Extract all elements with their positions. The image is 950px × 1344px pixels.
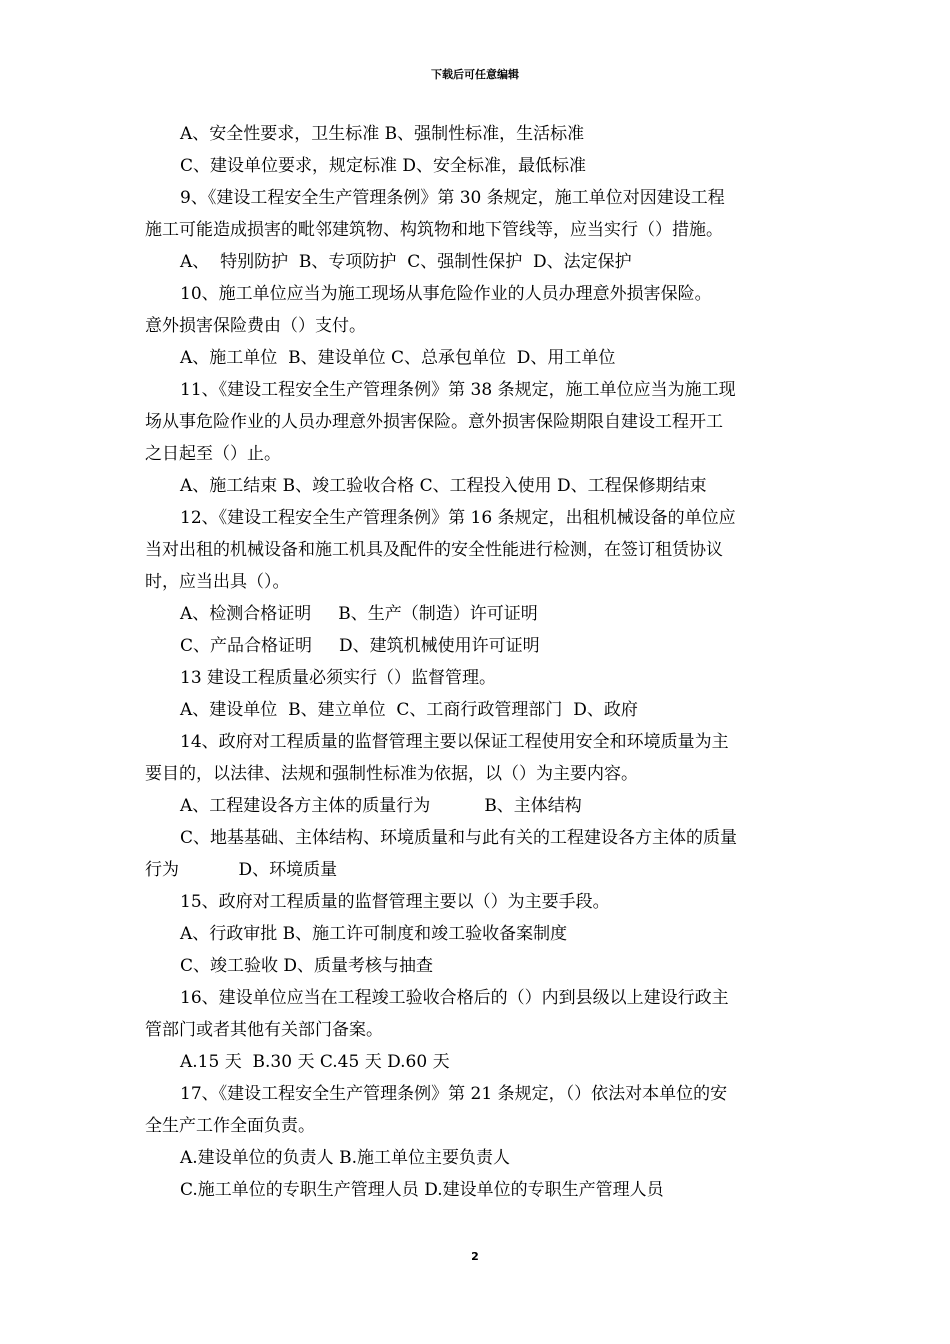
question-12-cont: 当对出租的机械设备和施工机具及配件的安全性能进行检测，在签订租赁协议 xyxy=(145,540,723,560)
option-line: C、建设单位要求，规定标准 D、安全标准，最低标准 xyxy=(180,156,587,176)
question-13-options: A、建设单位 B、建立单位 C、工商行政管理部门 D、政府 xyxy=(180,700,638,720)
question-15-options: C、竣工验收 D、质量考核与抽查 xyxy=(180,956,434,976)
question-14-options-cont: 行为 D、环境质量 xyxy=(145,860,338,880)
question-12: 12、《建设工程安全生产管理条例》第 16 条规定，出租机械设备的单位应 xyxy=(180,508,736,528)
question-9-options: A、 特别防护 B、专项防护 C、强制性保护 D、法定保护 xyxy=(180,252,632,272)
page-header: 下载后可任意编辑 xyxy=(431,68,519,81)
question-14-options: A、工程建设各方主体的质量行为 B、主体结构 xyxy=(180,796,582,816)
question-14-options: C、地基基础、主体结构、环境质量和与此有关的工程建设各方主体的质量 xyxy=(180,828,738,848)
question-17-cont: 全生产工作全面负责。 xyxy=(145,1116,315,1136)
question-16-options: A.15 天 B.30 天 C.45 天 D.60 天 xyxy=(180,1052,450,1072)
question-12-cont: 时，应当出具（）。 xyxy=(145,572,290,592)
question-10: 10、施工单位应当为施工现场从事危险作业的人员办理意外损害保险。 xyxy=(180,284,712,304)
question-9: 9、《建设工程安全生产管理条例》第 30 条规定，施工单位对因建设工程 xyxy=(180,188,725,208)
question-15-options: A、行政审批 B、施工许可制度和竣工验收备案制度 xyxy=(180,924,568,944)
option-line: A、安全性要求，卫生标准 B、强制性标准，生活标准 xyxy=(180,124,585,144)
question-14-cont: 要目的，以法律、法规和强制性标准为依据，以（）为主要内容。 xyxy=(145,764,638,784)
question-13: 13 建设工程质量必须实行（）监督管理。 xyxy=(180,668,497,688)
question-17-options: C.施工单位的专职生产管理人员 D.建设单位的专职生产管理人员 xyxy=(180,1180,664,1200)
question-10-options: A、施工单位 B、建设单位 C、总承包单位 D、用工单位 xyxy=(180,348,616,368)
question-9-cont: 施工可能造成损害的毗邻建筑物、构筑物和地下管线等，应当实行（）措施。 xyxy=(145,220,723,240)
question-11-cont: 场从事危险作业的人员办理意外损害保险。意外损害保险期限自建设工程开工 xyxy=(145,412,723,432)
question-16: 16、建设单位应当在工程竣工验收合格后的（）内到县级以上建设行政主 xyxy=(180,988,729,1008)
question-14: 14、政府对工程质量的监督管理主要以保证工程使用安全和环境质量为主 xyxy=(180,732,729,752)
question-17-options: A.建设单位的负责人 B.施工单位主要负责人 xyxy=(180,1148,510,1168)
page-number: 2 xyxy=(471,1250,479,1263)
question-11-cont: 之日起至（）止。 xyxy=(145,444,281,464)
question-11: 11、《建设工程安全生产管理条例》第 38 条规定，施工单位应当为施工现 xyxy=(180,380,736,400)
document-body xyxy=(145,118,810,1206)
question-11-options: A、施工结束 B、竣工验收合格 C、工程投入使用 D、工程保修期结束 xyxy=(180,476,707,496)
question-17: 17、《建设工程安全生产管理条例》第 21 条规定，（）依法对本单位的安 xyxy=(180,1084,728,1104)
question-16-cont: 管部门或者其他有关部门备案。 xyxy=(145,1020,383,1040)
question-12-options: C、产品合格证明 D、建筑机械使用许可证明 xyxy=(180,636,540,656)
question-10-cont: 意外损害保险费由（）支付。 xyxy=(145,316,366,336)
question-12-options: A、检测合格证明 B、生产（制造）许可证明 xyxy=(180,604,538,624)
question-15: 15、政府对工程质量的监督管理主要以（）为主要手段。 xyxy=(180,892,610,912)
